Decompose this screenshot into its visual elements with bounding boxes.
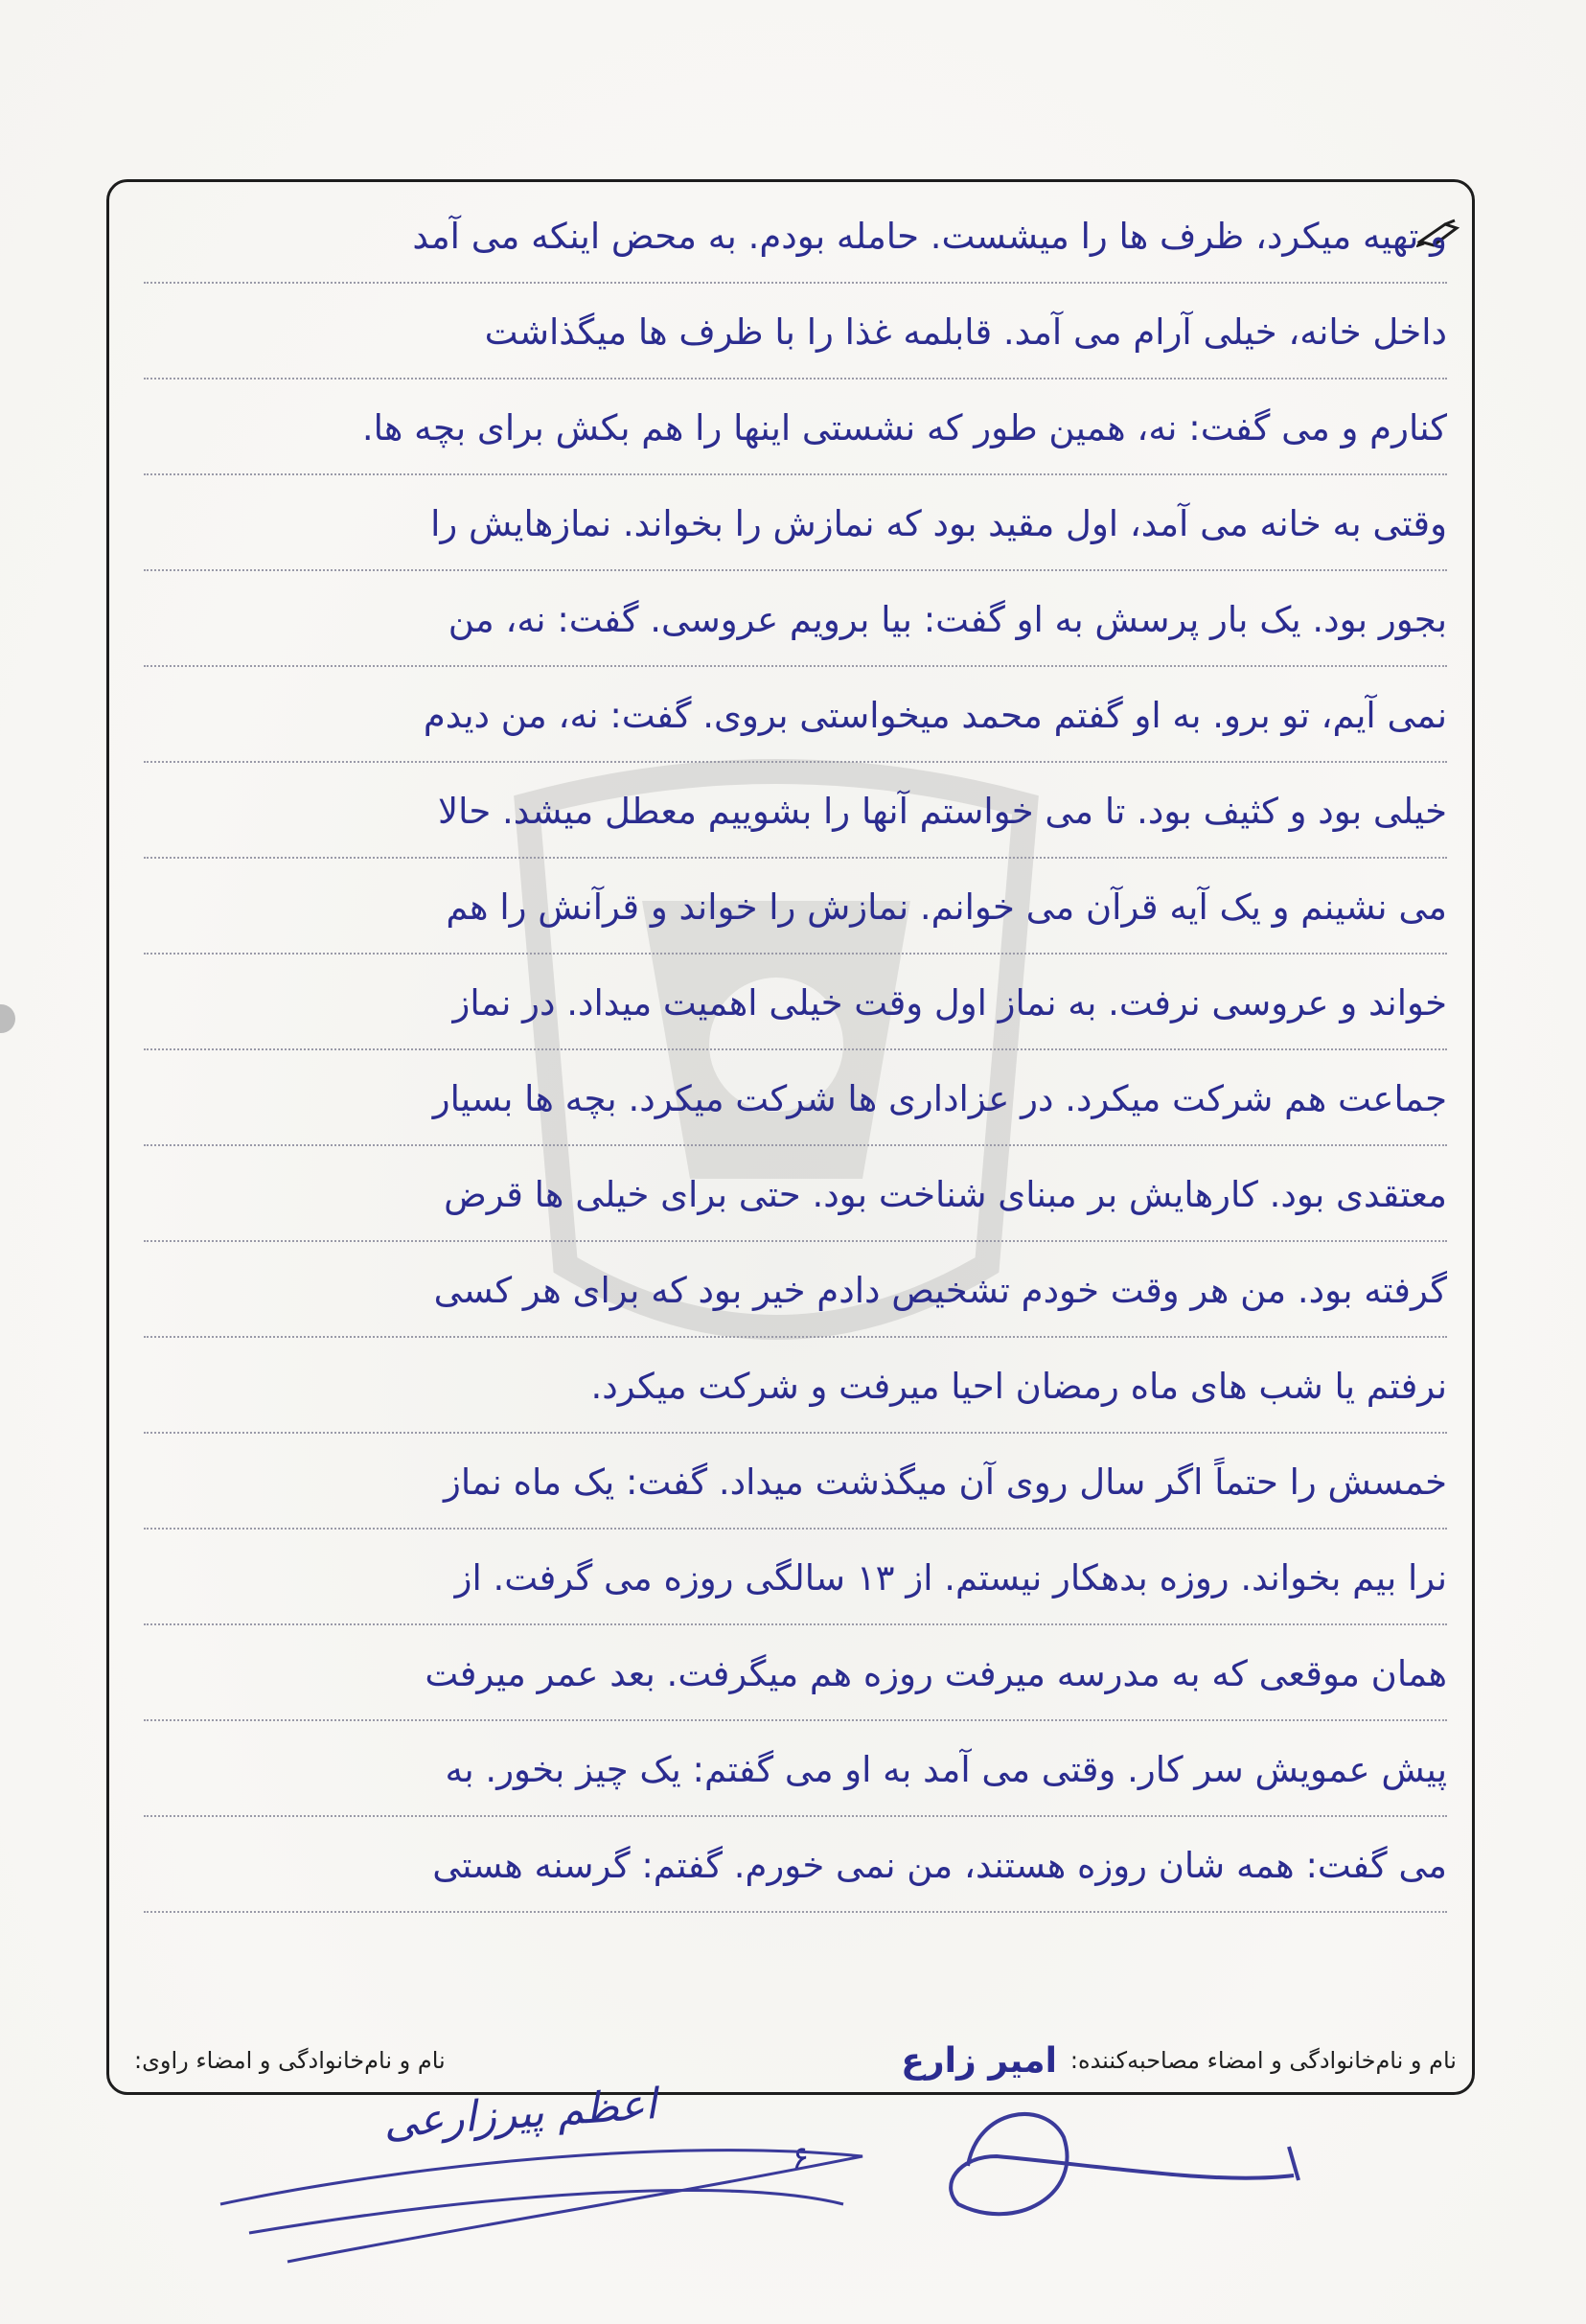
signature-caption-row <box>134 2032 1457 2089</box>
interviewer-label: نام و نام‌خانوادگی و امضاء مصاحبه‌کننده: <box>1069 2047 1457 2074</box>
text-line: خمسش را حتماً اگر سال روی آن میگذشت میداد. گفت: یک ماه نماز <box>144 1436 1447 1530</box>
text-line: نرفتم یا شب های ماه رمضان احیا میرفت و شرکت میکرد. <box>144 1340 1447 1434</box>
text-line: پیش عمویش سر کار. وقتی می آمد به او می گفتم: یک چیز بخور. به <box>144 1723 1447 1817</box>
interviewer-name: امیر زارع <box>901 2040 1057 2081</box>
interviewer-caption <box>887 2041 1457 2081</box>
text-line: خیلی بود و کثیف بود. تا می خواستم آنها را بشوییم معطل میشد. حالا <box>144 765 1447 859</box>
text-line: همان موقعی که به مدرسه میرفت روزه هم میگرفت. بعد عمر میرفت <box>144 1627 1447 1721</box>
text-line: داخل خانه، خیلی آرام می آمد. قابلمه غذا را با ظرف ها میگذاشت <box>144 286 1447 380</box>
text-line: می نشینم و یک آیه قرآن می خوانم. نمازش را خواند و قرآنش را هم <box>144 861 1447 955</box>
text-line: کنارم و می گفت: نه، همین طور که نشستی اینها را هم بکش برای بچه ها. <box>144 381 1447 475</box>
text-line: معتقدی بود. کارهایش بر مبنای شناخت بود. حتی برای خیلی ها قرض <box>144 1148 1447 1242</box>
text-line: جماعت هم شرکت میکرد. در عزاداری ها شرکت میکرد. بچه ها بسیار <box>144 1052 1447 1146</box>
narrator-label: نام و نام‌خانوادگی و امضاء راوی: <box>134 2047 446 2074</box>
narrator-signature-name: اعظم پیرزارعی <box>381 2080 658 2148</box>
text-line: نرا بیم بخواند. روزه بدهکار نیستم. از ۱۳ سالگی روزه می گرفت. از <box>144 1531 1447 1625</box>
text-line: می گفت: همه شان روزه هستند، من نمی خورم. گفتم: گرسنه هستی <box>144 1819 1447 1913</box>
text-line: نمی آیم، تو برو. به او گفتم محمد میخواستی بروی. گفت: نه، من دیدم <box>144 669 1447 763</box>
text-line: خواند و عروسی نرفت. به نماز اول وقت خیلی اهمیت میداد. در نماز <box>144 956 1447 1050</box>
text-line: و تهیه میکرد، ظرف ها را میشست. حامله بودم. به محض اینکه می آمد <box>144 190 1447 284</box>
page-number: ۶ <box>792 2139 810 2177</box>
text-line: وقتی به خانه می آمد، اول مقید بود که نمازش را بخواند. نمازهایش را <box>144 477 1447 571</box>
text-line: بجور بود. یک بار پرسش به او گفت: بیا برویم عروسی. گفت: نه، من <box>144 573 1447 667</box>
text-line: گرفته بود. من هر وقت خودم تشخیص دادم خیر بود که برای هر کسی <box>144 1244 1447 1338</box>
